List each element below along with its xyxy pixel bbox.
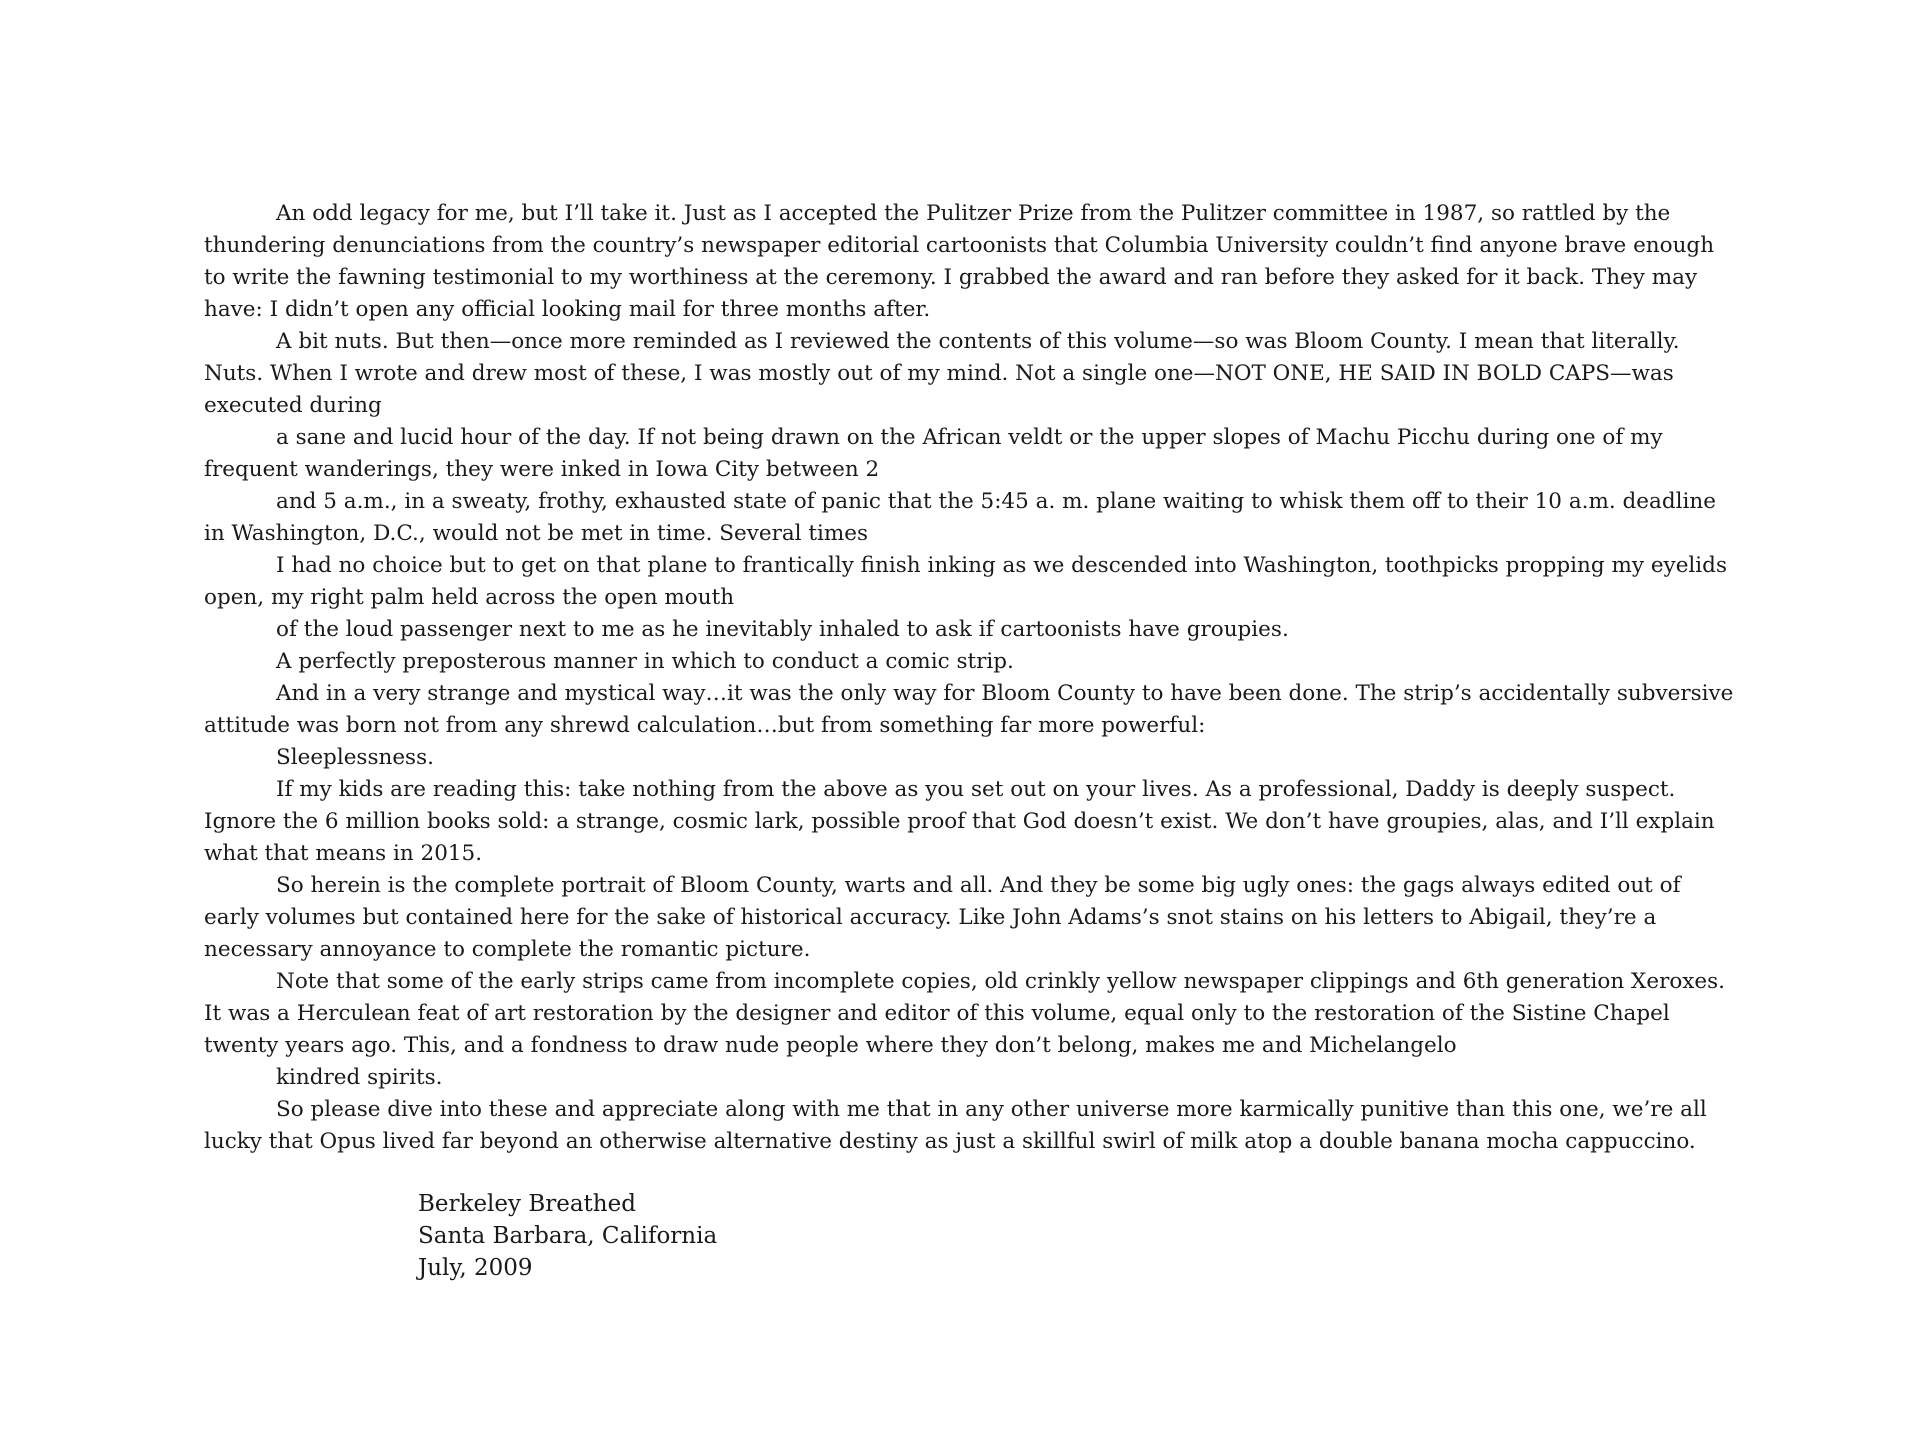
signature-date: July, 2009 bbox=[418, 1255, 533, 1281]
paragraph-9: Sleeplessness. bbox=[276, 745, 434, 770]
signature-name: Berkeley Breathed bbox=[418, 1191, 636, 1217]
body-text bbox=[204, 198, 1734, 1158]
paragraph-13: kindred spirits. bbox=[276, 1065, 443, 1090]
signature-location: Santa Barbara, California bbox=[418, 1223, 718, 1249]
signature-block bbox=[418, 1188, 717, 1284]
paragraph-3: a sane and lucid hour of the day. If not being drawn on the African veldt or the upper slopes of Machu Picchu during one of my frequent wanderings, they were inked in Iowa City between 2 bbox=[204, 425, 1663, 482]
paragraph-10: If my kids are reading this: take nothing from the above as you set out on your lives. As a professional, Daddy is deeply suspect. Ignore the 6 million books sold: a strange, cosmic lark, possible proof that God doesn’t exist. We don’t have groupies, alas, and I’ll explain what that means in 2015. bbox=[204, 777, 1715, 866]
paragraph-5: I had no choice but to get on that plane to frantically finish inking as we descended into Washington, toothpicks propping my eyelids open, my right palm held across the open mouth bbox=[204, 553, 1727, 610]
paragraph-6: of the loud passenger next to me as he inevitably inhaled to ask if cartoonists have groupies. bbox=[276, 617, 1289, 642]
paragraph-4: and 5 a.m., in a sweaty, frothy, exhausted state of panic that the 5:45 a. m. plane waiting to whisk them off to their 10 a.m. deadline in Washington, D.C., would not be met in time. Several times bbox=[204, 489, 1716, 546]
paragraph-7: A perfectly preposterous manner in which to conduct a comic strip. bbox=[276, 649, 1014, 674]
paragraph-12: Note that some of the early strips came from incomplete copies, old crinkly yellow newspaper clippings and 6th generation Xeroxes. It was a Herculean feat of art restoration by the designer and editor of this volume, equal only to the restoration of the Sistine Chapel twenty years ago. This, and a fondness to draw nude people where they don’t belong, makes me and Michelangelo bbox=[204, 969, 1726, 1058]
paragraph-11: So herein is the complete portrait of Bloom County, warts and all. And they be some big ugly ones: the gags always edited out of early volumes but contained here for the sake of historical accuracy. Like John Adams’s snot stains on his letters to Abigail, they’re a necessary annoyance to complete the romantic picture. bbox=[204, 873, 1681, 962]
paragraph-2: A bit nuts. But then—once more reminded as I reviewed the contents of this volume—so was Bloom County. I mean that literally. Nuts. When I wrote and drew most of these, I was mostly out of my mind. Not a single one—NOT ONE, HE SAID IN BOLD CAPS—was executed during bbox=[204, 329, 1680, 418]
paragraph-8: And in a very strange and mystical way…it was the only way for Bloom County to have been done. The strip’s accidentally subversive attitude was born not from any shrewd calculation…but from something far more powerful: bbox=[204, 681, 1734, 738]
paragraph-14: So please dive into these and appreciate along with me that in any other universe more karmically punitive than this one, we’re all lucky that Opus lived far beyond an otherwise alternative destiny as just a skillful swirl of milk atop a double banana mocha cappuccino. bbox=[204, 1097, 1707, 1154]
paragraph-1: An odd legacy for me, but I’ll take it. Just as I accepted the Pulitzer Prize from the Pulitzer committee in 1987, so rattled by the thundering denunciations from the country’s newspaper editorial cartoonists that Columbia University couldn’t find anyone brave enough to write the fawning testimonial to my worthiness at the ceremony. I grabbed the award and ran before they asked for it back. They may have: I didn’t open any official looking mail for three months after. bbox=[204, 201, 1715, 322]
